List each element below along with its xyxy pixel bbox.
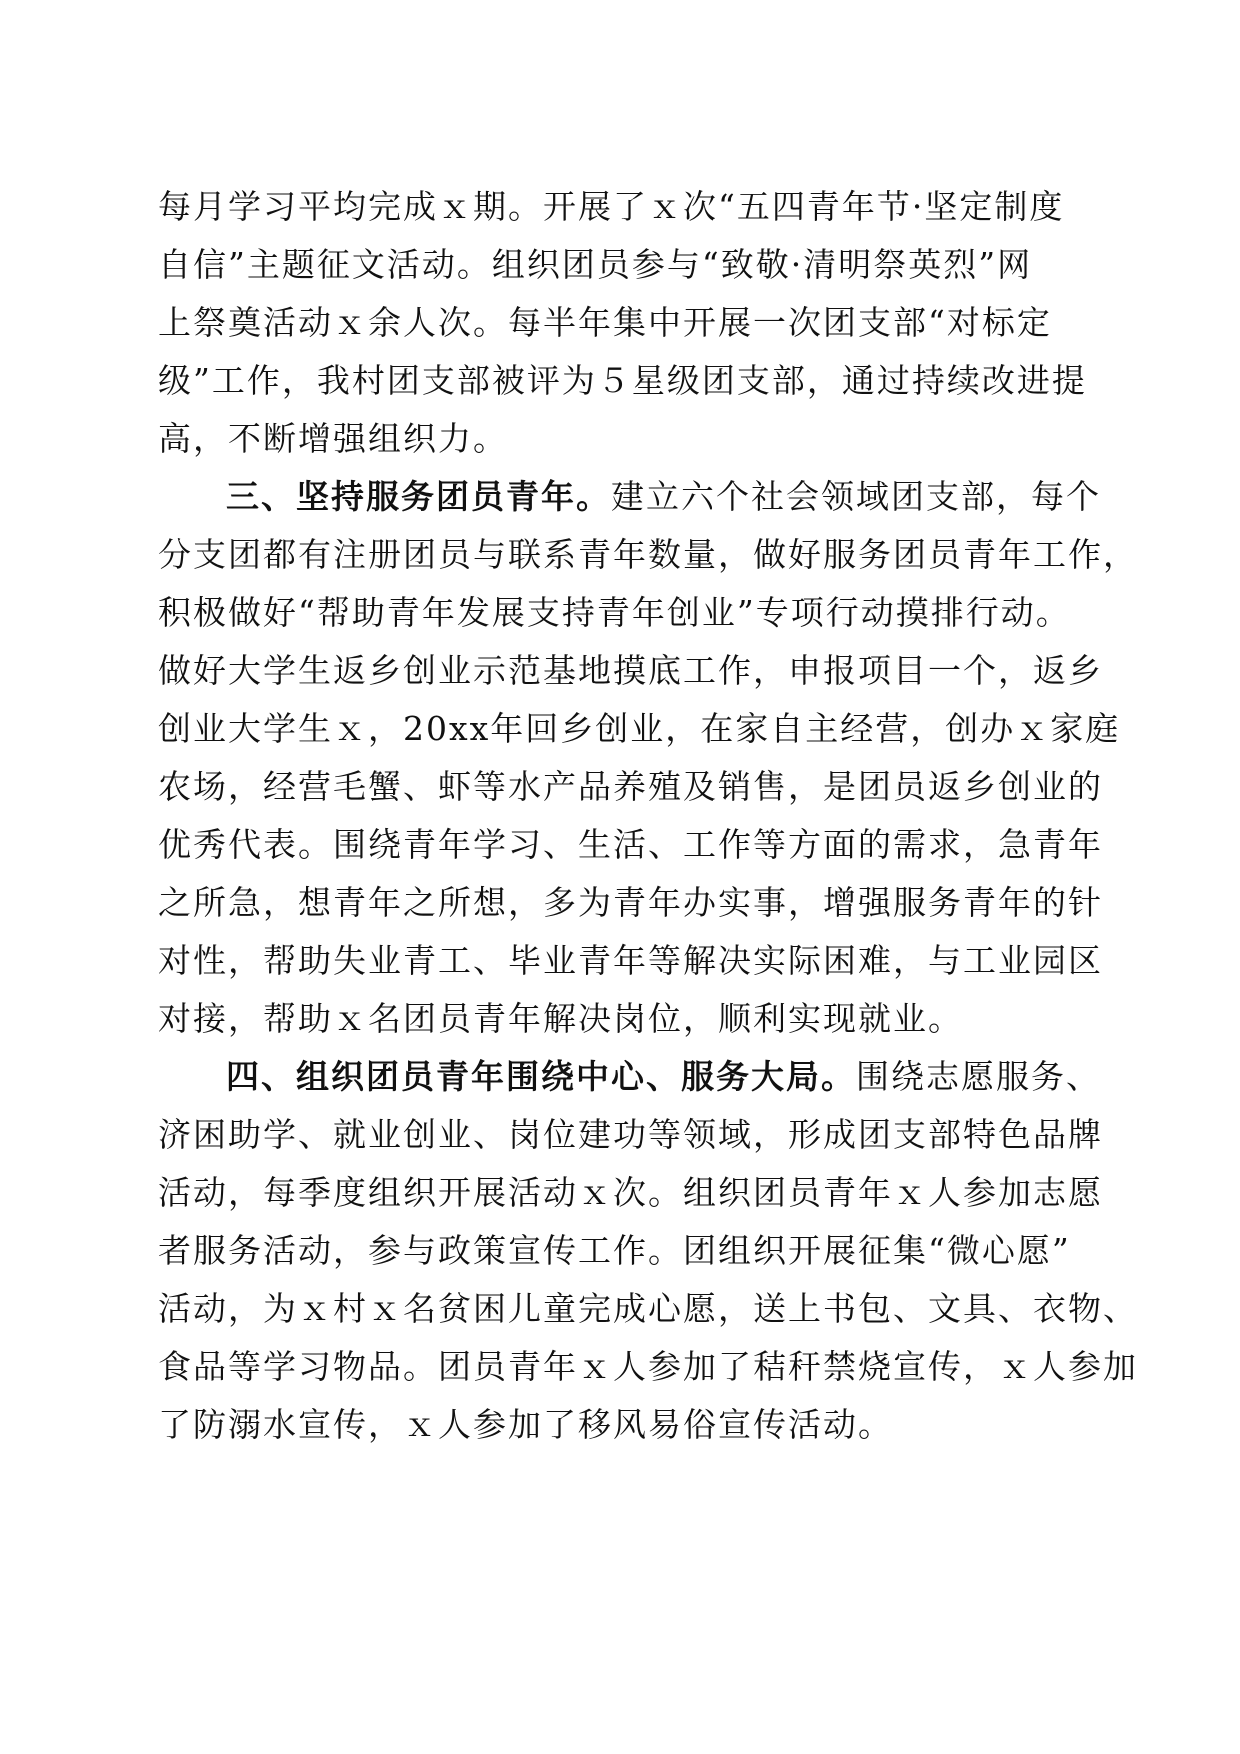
text-line: 每月学习平均完成ｘ期。开展了ｘ次“五四青年节·坚定制度 (158, 187, 1065, 226)
text-line: 者服务活动，参与政策宣传工作。团组织开展征集“微心愿” (158, 1231, 1071, 1270)
text-line: 创业大学生ｘ，20xx年回乡创业，在家自主经营，创办ｘ家庭 (158, 709, 1121, 748)
text-line: 优秀代表。围绕青年学习、生活、工作等方面的需求，急青年 (158, 825, 1103, 864)
text-line: 分支团都有注册团员与联系青年数量，做好服务团员青年工作， (158, 535, 1138, 574)
text-line: 级”工作，我村团支部被评为５星级团支部，通过持续改进提 (158, 361, 1087, 400)
text-line: 了防溺水宣传，ｘ人参加了移风易俗宣传活动。 (158, 1405, 893, 1444)
text-line: 对性，帮助失业青工、毕业青年等解决实际困难，与工业园区 (158, 941, 1103, 980)
text-line: 农场，经营毛蟹、虾等水产品养殖及销售，是团员返乡创业的 (158, 767, 1103, 806)
text-line: 积极做好“帮助青年发展支持青年创业”专项行动摸排行动。 (158, 593, 1071, 632)
text-run: 围绕志愿服务、 (856, 1057, 1101, 1096)
text-line: 对接，帮助ｘ名团员青年解决岗位，顺利实现就业。 (158, 999, 963, 1038)
document-page (158, 178, 1138, 1454)
text-line: 上祭奠活动ｘ余人次。每半年集中开展一次团支部“对标定 (158, 303, 1052, 342)
text-line: 之所急，想青年之所想，多为青年办实事，增强服务青年的针 (158, 883, 1103, 922)
text-line: 食品等学习物品。团员青年ｘ人参加了秸秆禁烧宣传，ｘ人参加 (158, 1347, 1138, 1386)
paragraph-study (158, 178, 1087, 468)
text-line: 济困助学、就业创业、岗位建功等领域，形成团支部特色品牌 (158, 1115, 1103, 1154)
text-line: 高，不断增强组织力。 (158, 419, 508, 458)
text-line: 活动，为ｘ村ｘ名贫困儿童完成心愿，送上书包、文具、衣物、 (158, 1289, 1138, 1328)
section-heading: 四、组织团员青年围绕中心、服务大局。 (226, 1057, 856, 1096)
text-line: 做好大学生返乡创业示范基地摸底工作，申报项目一个，返乡 (158, 651, 1103, 690)
paragraph-serve-youth (158, 468, 1138, 1048)
text-line: 自信”主题征文活动。组织团员参与“致敬·清明祭英烈”网 (158, 245, 1033, 284)
paragraph-serve-center (158, 1048, 1138, 1454)
text-line-first (158, 468, 1101, 526)
text-line-first (158, 1048, 1101, 1106)
text-run: 建立六个社会领域团支部，每个 (611, 477, 1101, 516)
section-heading: 三、坚持服务团员青年。 (226, 477, 611, 516)
text-line: 活动，每季度组织开展活动ｘ次。组织团员青年ｘ人参加志愿 (158, 1173, 1103, 1212)
